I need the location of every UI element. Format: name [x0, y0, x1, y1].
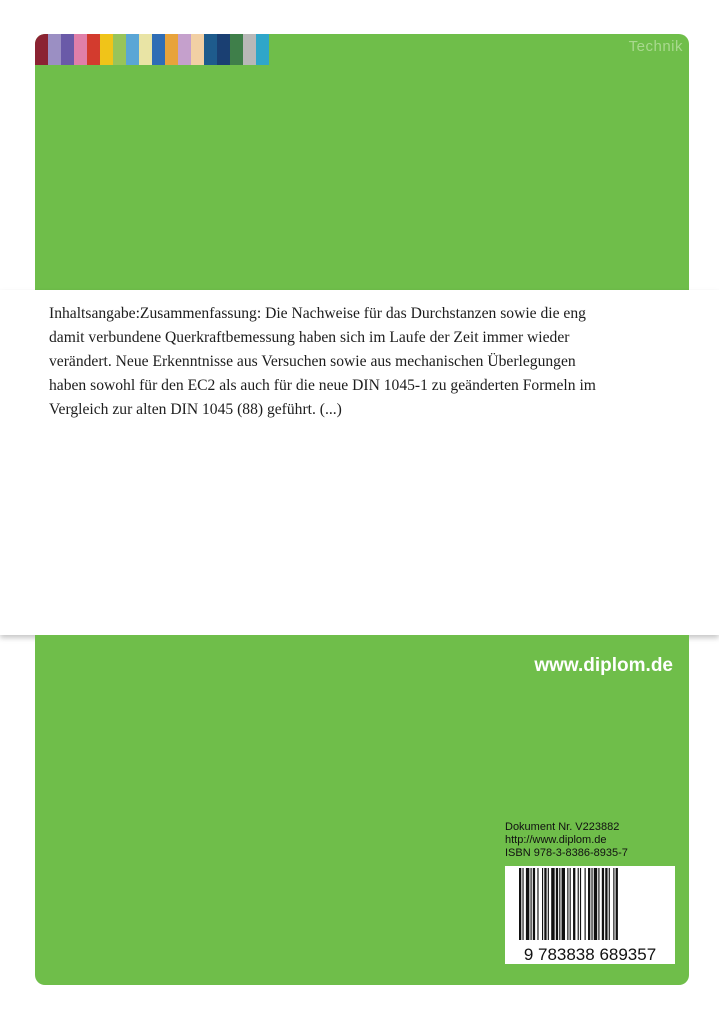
barcode-bar — [598, 868, 599, 940]
barcode-bar — [542, 868, 543, 940]
barcode-bar — [602, 868, 604, 940]
barcode-bar — [559, 868, 560, 940]
publication-info — [505, 821, 675, 860]
barcode-digits: 9 783838 689357 — [523, 945, 657, 964]
barcode-bar — [562, 868, 565, 940]
barcode-bar — [605, 868, 607, 940]
color-swatch — [152, 34, 165, 65]
barcode-bar — [578, 868, 579, 940]
barcode-bar — [567, 868, 568, 940]
color-swatch — [256, 34, 269, 65]
color-swatch — [74, 34, 87, 65]
color-swatch — [230, 34, 243, 65]
color-swatch — [191, 34, 204, 65]
color-swatch — [139, 34, 152, 65]
color-swatch — [61, 34, 74, 65]
barcode-bar — [556, 868, 558, 940]
barcode-bar — [533, 868, 535, 940]
barcode-bar — [591, 868, 592, 940]
barcode-bar — [616, 868, 618, 940]
barcode-bar — [548, 868, 549, 940]
color-strip — [35, 34, 269, 65]
color-swatch — [35, 34, 48, 65]
isbn-number: ISBN 978-3-8386-8935-7 — [505, 847, 628, 859]
barcode-bar — [570, 868, 571, 940]
barcode-bar — [531, 868, 532, 940]
color-swatch — [217, 34, 230, 65]
color-swatch — [113, 34, 126, 65]
document-number: Dokument Nr. V223882 — [505, 821, 620, 833]
barcode — [505, 866, 675, 964]
barcode-bar — [585, 868, 586, 940]
cover-top-panel — [35, 34, 689, 290]
color-swatch — [165, 34, 178, 65]
barcode-bar — [519, 868, 521, 940]
barcode-image — [505, 866, 675, 964]
barcode-bar — [526, 868, 529, 940]
barcode-bar — [588, 868, 590, 940]
cover-bottom-panel — [35, 635, 689, 985]
color-swatch — [100, 34, 113, 65]
barcode-bar — [613, 868, 614, 940]
barcode-bar — [544, 868, 546, 940]
barcode-bar — [609, 868, 610, 940]
barcode-bar — [537, 868, 538, 940]
color-swatch — [126, 34, 139, 65]
color-swatch — [204, 34, 217, 65]
category-label: Technik — [628, 38, 683, 55]
barcode-bar — [551, 868, 554, 940]
color-swatch — [87, 34, 100, 65]
color-swatch — [243, 34, 256, 65]
barcode-bar — [594, 868, 597, 940]
barcode-bar — [573, 868, 575, 940]
publisher-website[interactable]: www.diplom.de — [534, 655, 673, 676]
barcode-bar — [580, 868, 581, 940]
color-swatch — [48, 34, 61, 65]
color-swatch — [178, 34, 191, 65]
barcode-bar — [522, 868, 523, 940]
publication-url[interactable]: http://www.diplom.de — [505, 834, 607, 846]
abstract-text: Inhaltsangabe:Zusammenfassung: Die Nachweise für das Durchstanzen sowie die eng damit verbundene Querkraftbemessung haben sich im Laufe der Zeit immer wieder verändert. Neue Erkenntnisse aus Versuchen sowie aus mechanischen Überlegungen haben sowohl für den EC2 als auch für die neue DIN 1045-1 zu geänderten Formeln im Vergleich zur alten DIN 1045 (88) geführt. (...) — [49, 305, 596, 418]
